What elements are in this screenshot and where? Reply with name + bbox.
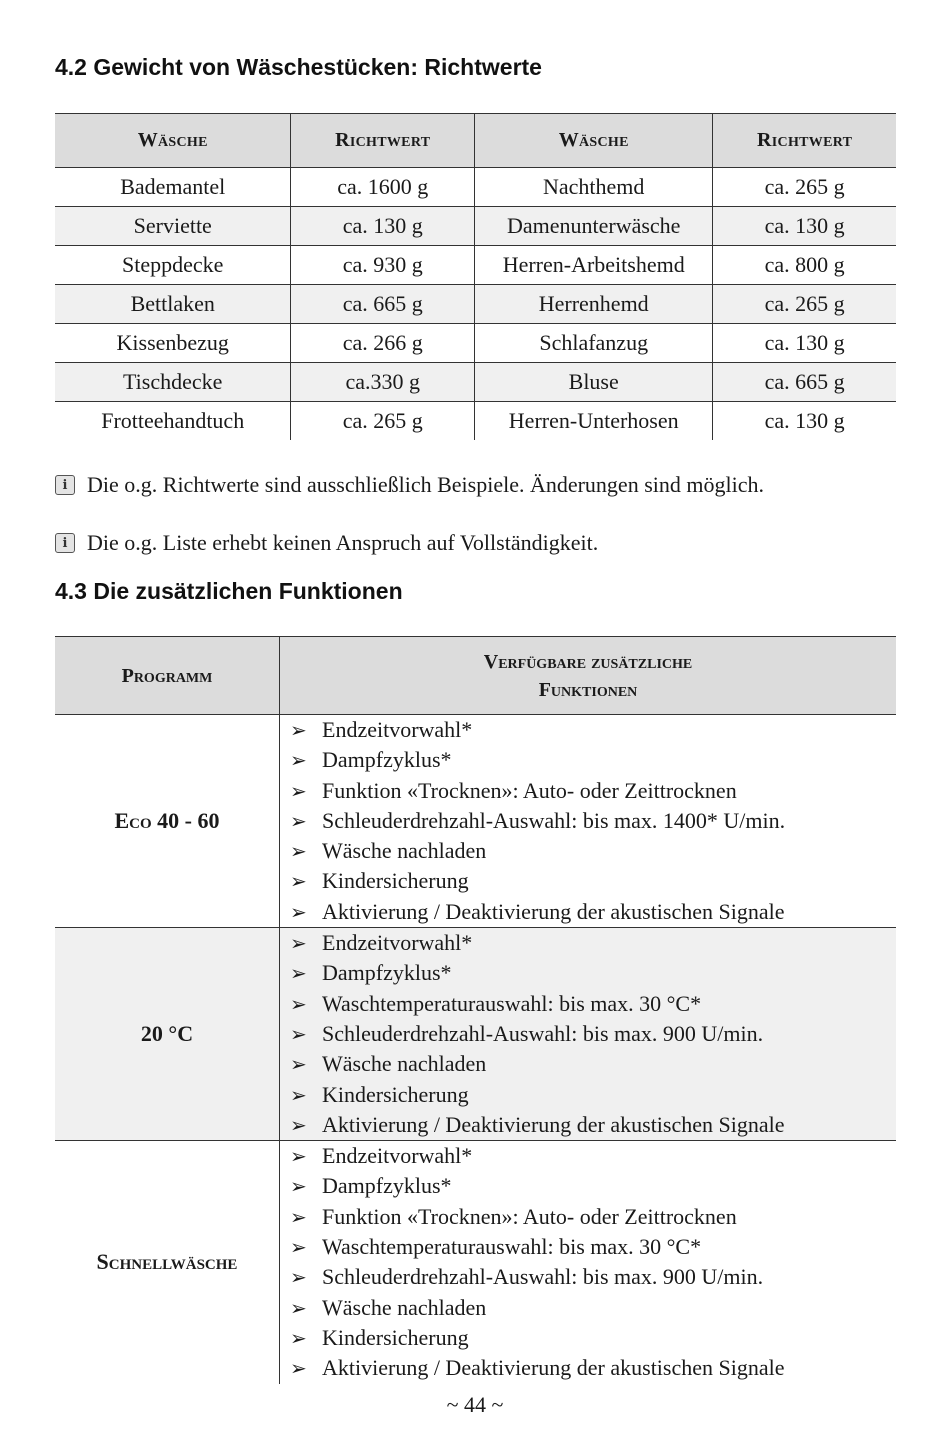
weight-cell: ca. 265 g: [713, 168, 896, 207]
list-item: [290, 1232, 896, 1262]
weight-cell: ca. 665 g: [713, 363, 896, 402]
function-text: Aktivierung / Deaktivierung der akustischen Signale: [322, 1355, 785, 1381]
function-text: Wäsche nachladen: [322, 838, 487, 864]
arrowhead-bullet-icon: ➢: [290, 1265, 307, 1290]
function-text: Endzeitvorwahl*: [322, 930, 473, 956]
weight-cell: ca. 130 g: [291, 207, 475, 246]
function-text: Waschtemperaturauswahl: bis max. 30 °C*: [322, 990, 702, 1016]
arrowhead-bullet-icon: ➢: [290, 1325, 307, 1350]
arrowhead-bullet-icon: ➢: [290, 1082, 307, 1107]
weight-cell: ca. 265 g: [291, 402, 475, 441]
function-text: Schleuderdrehzahl-Auswahl: bis max. 900 U/min.: [322, 1264, 764, 1290]
list-item: [290, 1049, 896, 1079]
weights-header-row: [55, 114, 896, 168]
note-text: Die o.g. Liste erhebt keinen Anspruch auf Vollständigkeit.: [87, 530, 599, 555]
function-text: Kindersicherung: [322, 868, 469, 894]
list-item: [290, 928, 896, 958]
function-text: Dampfzyklus*: [322, 1173, 452, 1199]
note-examples: [55, 472, 764, 498]
arrowhead-bullet-icon: ➢: [290, 778, 307, 803]
function-text: Kindersicherung: [322, 1324, 469, 1350]
program-name-text: 20 °C: [140, 1021, 194, 1047]
item-cell: Damenunterwäsche: [475, 207, 713, 246]
arrowhead-bullet-icon: ➢: [290, 1174, 307, 1199]
note-text: Die o.g. Richtwerte sind ausschließlich Beispiele. Änderungen sind möglich.: [87, 472, 764, 497]
function-list-cell: [280, 715, 897, 928]
table-row: [55, 207, 896, 246]
section-title-weights: 4.2 Gewicht von Wäschestücken: Richtwerte: [55, 54, 542, 80]
arrowhead-bullet-icon: ➢: [290, 899, 307, 924]
item-cell: Herrenhemd: [475, 285, 713, 324]
list-item: [290, 1080, 896, 1110]
header-funktionen-line1: Verfügbare zusätzliche: [483, 650, 693, 673]
arrowhead-bullet-icon: ➢: [290, 1052, 307, 1077]
item-cell: Bettlaken: [55, 285, 291, 324]
list-item: [290, 715, 896, 745]
list-item: [290, 958, 896, 988]
arrowhead-bullet-icon: ➢: [290, 991, 307, 1016]
program-name: [55, 715, 280, 928]
list-item: [290, 1110, 896, 1140]
function-text: Schleuderdrehzahl-Auswahl: bis max. 900 U/min.: [322, 1020, 764, 1046]
program-row-20c: [55, 928, 896, 1141]
list-item: [290, 836, 896, 866]
info-icon: i: [55, 533, 75, 553]
functions-table: [55, 636, 896, 1384]
weight-cell: ca. 800 g: [713, 246, 896, 285]
weights-table: [55, 113, 896, 440]
table-row: [55, 285, 896, 324]
function-text: Kindersicherung: [322, 1081, 469, 1107]
function-text: Aktivierung / Deaktivierung der akustischen Signale: [322, 1111, 785, 1137]
function-text: Endzeitvorwahl*: [322, 717, 473, 742]
item-cell: Herren-Arbeitshemd: [475, 246, 713, 285]
header-waesche-1: Wäsche: [55, 114, 291, 168]
function-text: Wäsche nachladen: [322, 1051, 487, 1077]
arrowhead-bullet-icon: ➢: [290, 931, 307, 956]
table-row: [55, 168, 896, 207]
item-cell: Steppdecke: [55, 246, 291, 285]
program-row-eco: [55, 715, 896, 928]
function-list: [280, 928, 896, 1140]
weight-cell: ca. 266 g: [291, 324, 475, 363]
item-cell: Nachthemd: [475, 168, 713, 207]
arrowhead-bullet-icon: ➢: [290, 718, 307, 742]
header-funktionen: [280, 637, 897, 715]
function-text: Dampfzyklus*: [322, 960, 452, 986]
weight-cell: ca. 665 g: [291, 285, 475, 324]
arrowhead-bullet-icon: ➢: [290, 1021, 307, 1046]
list-item: [290, 745, 896, 775]
function-text: Schleuderdrehzahl-Auswahl: bis max. 1400* U/min.: [322, 807, 786, 833]
arrowhead-bullet-icon: ➢: [290, 808, 307, 833]
item-cell: Frotteehandtuch: [101, 408, 245, 433]
item-cell: Herren-Unterhosen: [475, 402, 713, 441]
list-item: [290, 1262, 896, 1292]
list-item: [290, 1323, 896, 1353]
list-item: [290, 806, 896, 836]
function-list-cell: [280, 1141, 897, 1384]
function-text: Dampfzyklus*: [322, 747, 452, 773]
table-row: [55, 402, 896, 441]
list-item: [290, 1202, 896, 1232]
program-name-text: Schnellwäsche: [96, 1249, 238, 1275]
function-text: Aktivierung / Deaktivierung der akustischen Signale: [322, 898, 785, 924]
item-cell: Serviette: [55, 207, 291, 246]
list-item: [290, 1141, 896, 1171]
weight-cell: ca. 930 g: [291, 246, 475, 285]
weight-cell: ca. 130 g: [713, 324, 896, 363]
list-item: [290, 866, 896, 896]
program-name-text: Eco 40 - 60: [114, 808, 220, 834]
weight-cell: ca. 265 g: [713, 285, 896, 324]
list-item: [290, 989, 896, 1019]
function-list: [280, 1141, 896, 1383]
arrowhead-bullet-icon: ➢: [290, 1144, 307, 1169]
table-row: [55, 324, 896, 363]
arrowhead-bullet-icon: ➢: [290, 748, 307, 773]
arrowhead-bullet-icon: ➢: [290, 1235, 307, 1260]
list-item: [290, 1293, 896, 1323]
item-cell: Bluse: [475, 363, 713, 402]
arrowhead-bullet-icon: ➢: [290, 1204, 307, 1229]
functions-header-row: [55, 637, 896, 715]
item-cell: Bademantel: [55, 168, 291, 207]
list-item: [290, 1353, 896, 1383]
table-row: [55, 363, 896, 402]
list-item: [290, 776, 896, 806]
item-cell: Kissenbezug: [55, 324, 291, 363]
function-text: Waschtemperaturauswahl: bis max. 30 °C*: [322, 1234, 702, 1260]
header-funktionen-line2: Funktionen: [538, 678, 638, 701]
function-text: Endzeitvorwahl*: [322, 1143, 473, 1169]
header-programm: Programm: [55, 637, 280, 715]
function-text: Funktion «Trocknen»: Auto- oder Zeittrocknen: [322, 777, 737, 803]
weight-cell: ca.330 g: [291, 363, 475, 402]
weight-cell: ca. 1600 g: [291, 168, 475, 207]
list-item: [290, 1171, 896, 1201]
header-waesche-2: Wäsche: [475, 114, 713, 168]
function-text: Funktion «Trocknen»: Auto- oder Zeittrocknen: [322, 1203, 737, 1229]
program-name: [55, 928, 280, 1141]
item-cell: Tischdecke: [55, 363, 291, 402]
list-item: [290, 897, 896, 927]
arrowhead-bullet-icon: ➢: [290, 961, 307, 986]
header-richtwert-2: Richtwert: [713, 114, 896, 168]
section-title-functions: 4.3 Die zusätzlichen Funktionen: [55, 578, 403, 604]
arrowhead-bullet-icon: ➢: [290, 1295, 307, 1320]
item-cell: Schlafanzug: [475, 324, 713, 363]
header-richtwert-1: Richtwert: [291, 114, 475, 168]
info-icon: i: [55, 475, 75, 495]
weight-cell: ca. 130 g: [713, 207, 896, 246]
arrowhead-bullet-icon: ➢: [290, 839, 307, 864]
program-name: [55, 1141, 280, 1384]
function-list-cell: [280, 928, 897, 1141]
page-number: ~ 44 ~: [446, 1392, 504, 1417]
function-text: Wäsche nachladen: [322, 1294, 487, 1320]
list-item: [290, 1019, 896, 1049]
arrowhead-bullet-icon: ➢: [290, 1112, 307, 1137]
note-completeness: [55, 530, 598, 556]
arrowhead-bullet-icon: ➢: [290, 1356, 307, 1381]
program-row-schnellwaesche: [55, 1141, 896, 1384]
weight-cell: ca. 130 g: [713, 402, 896, 441]
arrowhead-bullet-icon: ➢: [290, 869, 307, 894]
table-row: [55, 246, 896, 285]
function-list: [280, 715, 896, 927]
